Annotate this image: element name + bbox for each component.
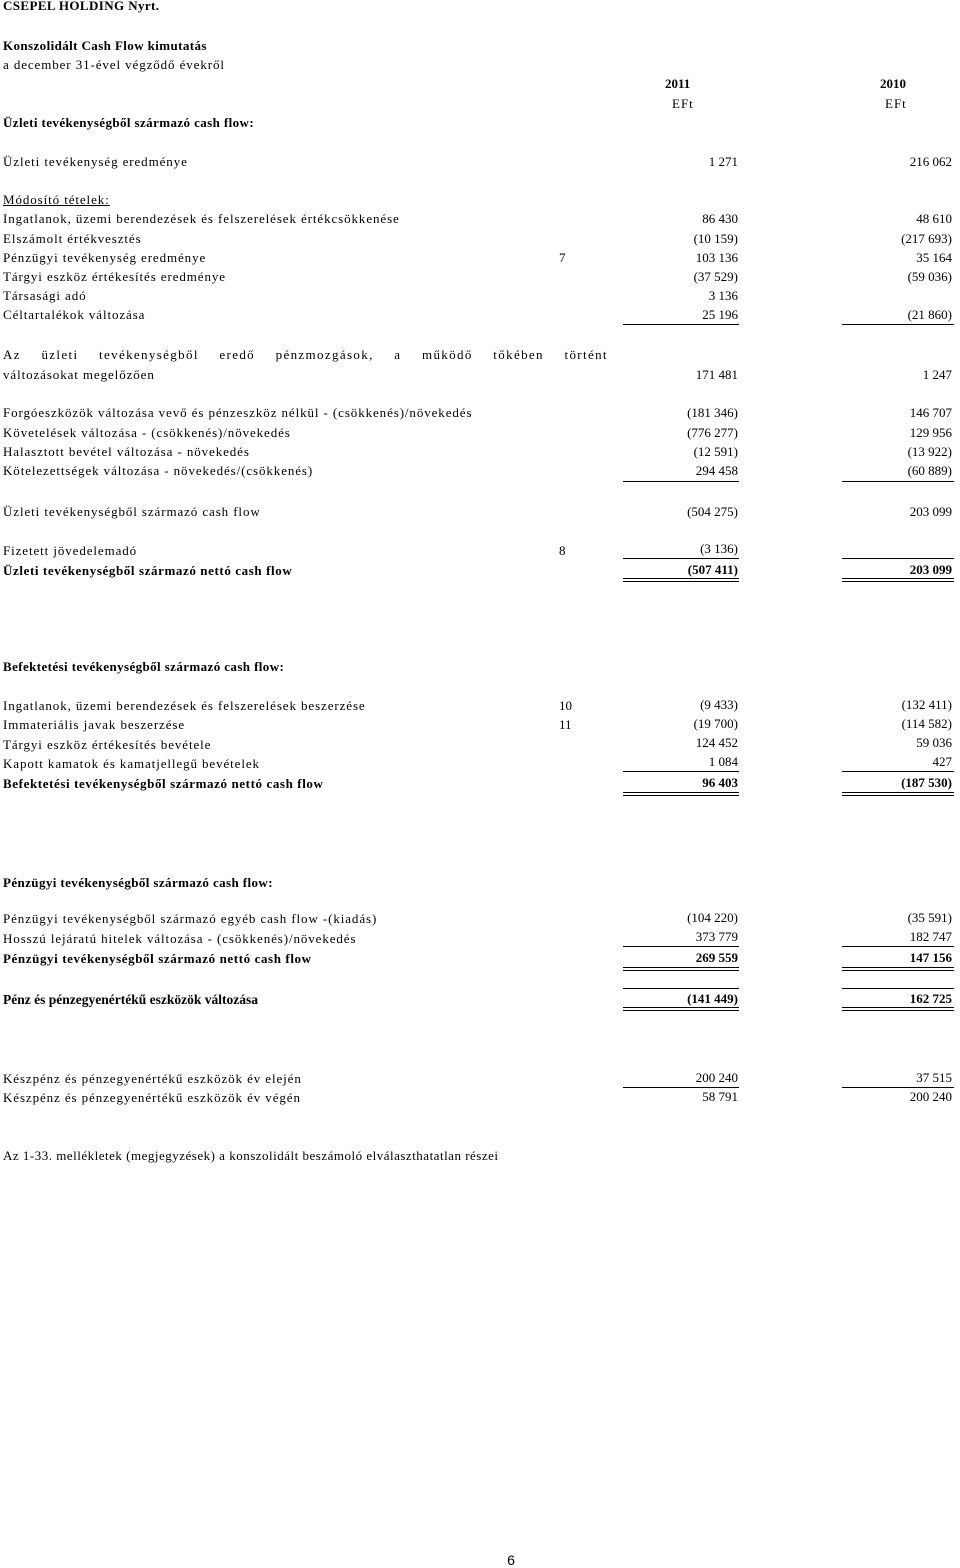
adjustment-row-2010: 48 610: [916, 211, 952, 226]
adjustment-row-label: Társasági adó: [3, 288, 87, 303]
subtotal-rule: [623, 481, 739, 482]
subtotal-rule: [842, 771, 954, 772]
investing-row-2010: 427: [932, 754, 952, 769]
adjustment-row-2011: 25 196: [702, 307, 738, 322]
investing-row-label: Immateriális javak beszerzése: [3, 717, 186, 732]
working-capital-row-2011: (181 346): [687, 405, 738, 420]
financing-net-2011: 269 559: [695, 950, 738, 965]
working-capital-row-2011: 294 458: [695, 463, 738, 478]
working-capital-row-2010: (13 922): [907, 444, 952, 459]
working-capital-row-2011: (12 591): [693, 444, 738, 459]
investing-row-2011: 1 084: [708, 754, 738, 769]
cash-opening-label: Készpénz és pénzegyenértékű eszközök év elején: [3, 1071, 302, 1086]
adjustment-row-2010: (21 860): [907, 307, 952, 322]
financing-row-2010: 182 747: [909, 929, 952, 944]
operating-net-2010: 203 099: [909, 562, 952, 577]
working-capital-row-2010: 129 956: [909, 425, 952, 440]
adjustments-heading: Módosító tételek:: [3, 192, 110, 207]
investing-row-2011: (19 700): [693, 716, 738, 731]
note-reference: 10: [559, 698, 572, 713]
working-capital-row-label: Kötelezettségek változása - növekedés/(csökkenés): [3, 463, 314, 478]
investing-row-label: Ingatlanok, üzemi berendezések és felszerelések beszerzése: [3, 698, 366, 713]
investing-row-2011: (9 433): [700, 697, 738, 712]
working-capital-row-label: Halasztott bevétel változása - növekedés: [3, 444, 250, 459]
subtotal-rule: [842, 558, 954, 559]
investing-row-label: Tárgyi eszköz értékesítés bevétele: [3, 737, 212, 752]
adjustment-row-label: Ingatlanok, üzemi berendezések és felszerelések értékcsökkenése: [3, 211, 400, 226]
operating-profit-2011: 1 271: [708, 154, 738, 169]
year-2010-header: 2010: [880, 76, 906, 91]
income-tax-paid-2011: (3 136): [700, 541, 738, 556]
total-double-rule: [623, 967, 739, 971]
investing-row-label: Kapott kamatok és kamatjellegű bevételek: [3, 756, 260, 771]
financing-row-2011: 373 779: [695, 929, 738, 944]
footnote: Az 1-33. mellékletek (megjegyzések) a konszolidált beszámoló elválaszthatatlan részei: [3, 1148, 499, 1163]
subtotal-rule: [623, 771, 739, 772]
statement-subtitle: a december 31-ével végződő évekről: [3, 57, 225, 72]
working-capital-row-2011: (776 277): [687, 425, 738, 440]
adjustment-row-label: Céltartalékok változása: [3, 307, 146, 322]
total-double-rule: [842, 967, 954, 971]
cash-closing-label: Készpénz és pénzegyenértékű eszközök év végén: [3, 1090, 301, 1105]
operating-profit-label: Üzleti tevékenység eredménye: [3, 154, 188, 169]
total-double-rule: [623, 792, 739, 796]
cash-opening-2010: 37 515: [916, 1070, 952, 1085]
total-double-rule: [842, 792, 954, 796]
adjustment-row-label: Pénzügyi tevékenység eredménye: [3, 250, 207, 265]
investing-net-2011: 96 403: [702, 775, 738, 790]
adjustment-row-2010: (59 036): [907, 269, 952, 284]
unit-2011-header: EFt: [672, 96, 694, 111]
cash-closing-2010: 200 240: [909, 1089, 952, 1104]
operating-net-2011: (507 411): [687, 562, 738, 577]
subtotal-rule: [842, 988, 954, 989]
total-double-rule: [842, 1007, 954, 1011]
adjustment-row-label: Tárgyi eszköz értékesítés eredménye: [3, 269, 226, 284]
operating-profit-2010: 216 062: [909, 154, 952, 169]
before-wc-2011: 171 481: [695, 367, 738, 382]
adjustment-row-2011: (10 159): [693, 231, 738, 246]
note-reference: 11: [559, 717, 572, 732]
cash-opening-2011: 200 240: [695, 1070, 738, 1085]
subtotal-rule: [842, 324, 954, 325]
note-reference: 8: [559, 543, 566, 558]
subtotal-rule: [623, 324, 739, 325]
operating-cash-flow-2011: (504 275): [687, 504, 738, 519]
total-double-rule: [623, 578, 739, 582]
operating-cash-flow-2010: 203 099: [909, 504, 952, 519]
adjustment-row-2011: 3 136: [708, 288, 738, 303]
company-name: CSEPEL HOLDING Nyrt.: [3, 0, 160, 13]
investing-row-2010: (114 582): [901, 716, 952, 731]
adjustment-row-2011: 86 430: [702, 211, 738, 226]
working-capital-row-2010: (60 889): [907, 463, 952, 478]
subtotal-rule: [623, 946, 739, 947]
adjustment-row-2011: 103 136: [695, 250, 738, 265]
financing-net-2010: 147 156: [909, 950, 952, 965]
financing-net-label: Pénzügyi tevékenységből származó nettó cash flow: [3, 951, 312, 966]
total-double-rule: [842, 578, 954, 582]
working-capital-row-label: Követelések változása - (csökkenés)/növekedés: [3, 425, 291, 440]
before-wc-2010: 1 247: [922, 367, 952, 382]
subtotal-rule: [842, 481, 954, 482]
before-wc-label-line1: Az üzleti tevékenységből eredő pénzmozgások, a működő tőkében történt: [3, 347, 608, 362]
investing-row-2010: 59 036: [916, 735, 952, 750]
subtotal-rule: [623, 988, 739, 989]
subtotal-rule: [842, 1087, 954, 1088]
net-change-2011: (141 449): [687, 991, 738, 1006]
financing-row-label: Pénzügyi tevékenységből származó egyéb cash flow -(kiadás): [3, 911, 378, 926]
before-wc-label-line2: változásokat megelőzően: [3, 367, 155, 382]
page-number: 6: [507, 1552, 515, 1568]
adjustment-row-label: Elszámolt értékvesztés: [3, 231, 142, 246]
investing-row-2011: 124 452: [695, 735, 738, 750]
investing-heading: Befektetési tevékenységből származó cash flow:: [3, 659, 285, 674]
income-tax-paid-label: Fizetett jövedelemadó: [3, 543, 138, 558]
financing-row-label: Hosszú lejáratú hitelek változása - (csökkenés)/növekedés: [3, 931, 357, 946]
financing-heading: Pénzügyi tevékenységből származó cash flow:: [3, 875, 273, 890]
investing-net-label: Befektetési tevékenységből származó nettó cash flow: [3, 776, 324, 791]
note-reference: 7: [559, 250, 566, 265]
cash-closing-2011: 58 791: [702, 1089, 738, 1104]
working-capital-row-label: Forgóeszközök változása vevő és pénzeszköz nélkül - (csökkenés)/növekedés: [3, 405, 473, 420]
net-change-2010: 162 725: [909, 991, 952, 1006]
subtotal-rule: [623, 558, 739, 559]
net-change-label: Pénz és pénzegyenértékű eszközök változása: [3, 992, 258, 1007]
subtotal-rule: [842, 946, 954, 947]
adjustment-row-2010: 35 164: [916, 250, 952, 265]
financing-row-2010: (35 591): [907, 910, 952, 925]
operating-net-label: Üzleti tevékenységből származó nettó cash flow: [3, 563, 293, 578]
statement-title: Konszolidált Cash Flow kimutatás: [3, 38, 207, 53]
unit-2010-header: EFt: [885, 96, 907, 111]
operating-heading: Üzleti tevékenységből származó cash flow:: [3, 115, 255, 130]
subtotal-rule: [623, 1087, 739, 1088]
adjustment-row-2010: (217 693): [901, 231, 952, 246]
investing-row-2010: (132 411): [901, 697, 952, 712]
working-capital-row-2010: 146 707: [909, 405, 952, 420]
year-2011-header: 2011: [665, 76, 691, 91]
total-double-rule: [623, 1007, 739, 1011]
investing-net-2010: (187 530): [901, 775, 952, 790]
financing-row-2011: (104 220): [687, 910, 738, 925]
adjustment-row-2011: (37 529): [693, 269, 738, 284]
operating-cash-flow-label: Üzleti tevékenységből származó cash flow: [3, 504, 261, 519]
